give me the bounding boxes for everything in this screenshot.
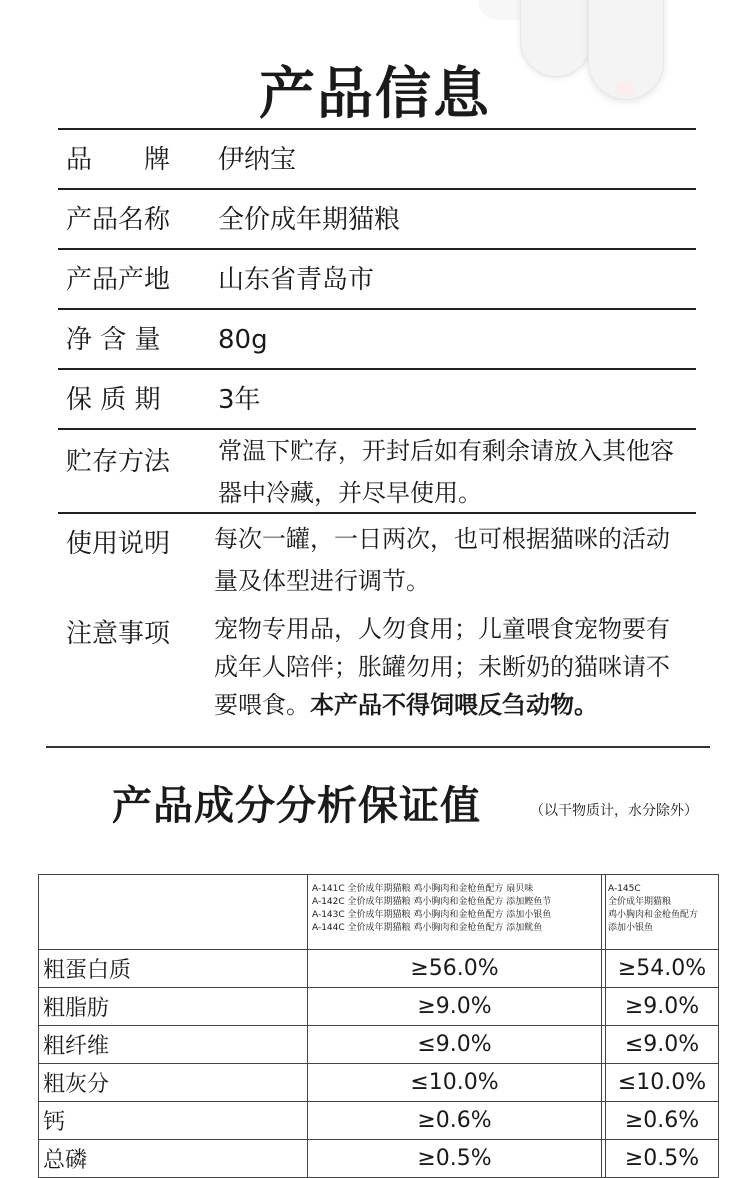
- header-line: A-145C: [608, 884, 641, 894]
- info-row-storage: [58, 428, 696, 512]
- table-row: [39, 1102, 719, 1140]
- nutrient-value-a141-a144: ≥0.6%: [308, 1102, 602, 1140]
- nutrient-value-a145: ≥54.0%: [606, 950, 719, 988]
- header-products-a141-a144: [308, 875, 602, 950]
- info-label: 贮存方法: [66, 447, 171, 477]
- info-value-line: 每次一罐，一日两次，也可根据猫咪的活动: [214, 525, 670, 553]
- info-value: 3年: [218, 385, 261, 415]
- header-line: A-141C 全价成年期猫粮 鸡小胸肉和金枪鱼配方 扇贝味: [312, 884, 534, 894]
- nutrient-value-a145: ≥0.6%: [606, 1102, 719, 1140]
- header-line: A-143C 全价成年期猫粮 鸡小胸肉和金枪鱼配方 添加小银鱼: [312, 910, 552, 920]
- info-label: 产品名称: [66, 205, 171, 235]
- nutrient-value-a141-a144: ≤9.0%: [308, 1026, 602, 1064]
- info-label: 使用说明: [66, 529, 171, 559]
- analysis-note: （以干物质计，水分除外）: [530, 803, 698, 819]
- nutrient-value-a145: ≥0.5%: [606, 1140, 719, 1178]
- info-value: 山东省青岛市: [218, 265, 375, 295]
- info-value: [214, 610, 696, 724]
- info-row-brand: [58, 128, 696, 188]
- product-info-table: [58, 128, 696, 720]
- info-value: [218, 430, 696, 514]
- nutrient-name: 粗蛋白质: [39, 950, 308, 988]
- nutrient-value-a145: ≤9.0%: [606, 1026, 719, 1064]
- table-row: [39, 988, 719, 1026]
- info-value-line: 宠物专用品，人勿食用；儿童喂食宠物要有: [214, 615, 670, 643]
- info-label: 品 牌: [66, 145, 171, 175]
- info-row-usage: [58, 512, 696, 610]
- info-row-notice: [58, 610, 696, 720]
- info-value: 伊纳宝: [218, 145, 297, 175]
- table-row: [39, 1140, 719, 1178]
- table-header-row: [39, 875, 719, 950]
- page-title: 产品信息: [259, 62, 491, 127]
- nutrient-value-a145: ≤10.0%: [606, 1064, 719, 1102]
- nutrient-name: 钙: [39, 1102, 308, 1140]
- info-row-product-name: [58, 188, 696, 248]
- header-empty-cell: [39, 875, 308, 950]
- info-value-line: 成年人陪伴；胀罐勿用；未断奶的猫咪请不: [214, 653, 670, 681]
- info-value: 80g: [218, 325, 268, 355]
- info-label: 产品产地: [66, 265, 171, 295]
- header-line: A-144C 全价成年期猫粮 鸡小胸肉和金枪鱼配方 添加鱿鱼: [312, 923, 543, 933]
- info-value-line: 器中冷藏，并尽早使用。: [218, 479, 482, 507]
- info-value-line: [214, 686, 696, 724]
- info-value: [214, 518, 696, 602]
- header-product-a145: [606, 875, 719, 950]
- info-label: 注意事项: [66, 619, 171, 649]
- table-row: [39, 950, 719, 988]
- nutrient-name: 粗脂肪: [39, 988, 308, 1026]
- analysis-title: 产品成分分析保证值: [112, 783, 481, 829]
- header-line: 全价成年期猫粮: [608, 897, 672, 907]
- info-label: 净 含 量: [66, 325, 161, 355]
- nutrient-name: 粗灰分: [39, 1064, 308, 1102]
- info-value-line: 常温下贮存，开封后如有剩余请放入其他容: [218, 437, 674, 465]
- nutrient-value-a141-a144: ≥9.0%: [308, 988, 602, 1026]
- nutrient-value-a141-a144: ≥0.5%: [308, 1140, 602, 1178]
- header-line: 添加小银鱼: [608, 923, 654, 933]
- composition-table: [38, 874, 719, 1178]
- warning-text: 本产品不得饲喂反刍动物。: [310, 691, 598, 719]
- info-value: 全价成年期猫粮: [218, 205, 401, 235]
- info-value-text: 要喂食。: [214, 691, 310, 719]
- nutrient-value-a145: ≥9.0%: [606, 988, 719, 1026]
- nutrient-name: 粗纤维: [39, 1026, 308, 1064]
- info-label: 保 质 期: [66, 385, 161, 415]
- info-row-shelf-life: [58, 368, 696, 428]
- nutrient-name: 总磷: [39, 1140, 308, 1178]
- section-divider: [46, 746, 710, 748]
- nutrient-value-a141-a144: ≥56.0%: [308, 950, 602, 988]
- header-line: 鸡小胸肉和金枪鱼配方: [608, 910, 699, 920]
- nutrient-value-a141-a144: ≤10.0%: [308, 1064, 602, 1102]
- info-row-origin: [58, 248, 696, 308]
- header-line: A-142C 全价成年期猫粮 鸡小胸肉和金枪鱼配方 添加鲣鱼节: [312, 897, 552, 907]
- info-row-net-weight: [58, 308, 696, 368]
- info-value-line: 量及体型进行调节。: [214, 567, 430, 595]
- table-row: [39, 1064, 719, 1102]
- table-row: [39, 1026, 719, 1064]
